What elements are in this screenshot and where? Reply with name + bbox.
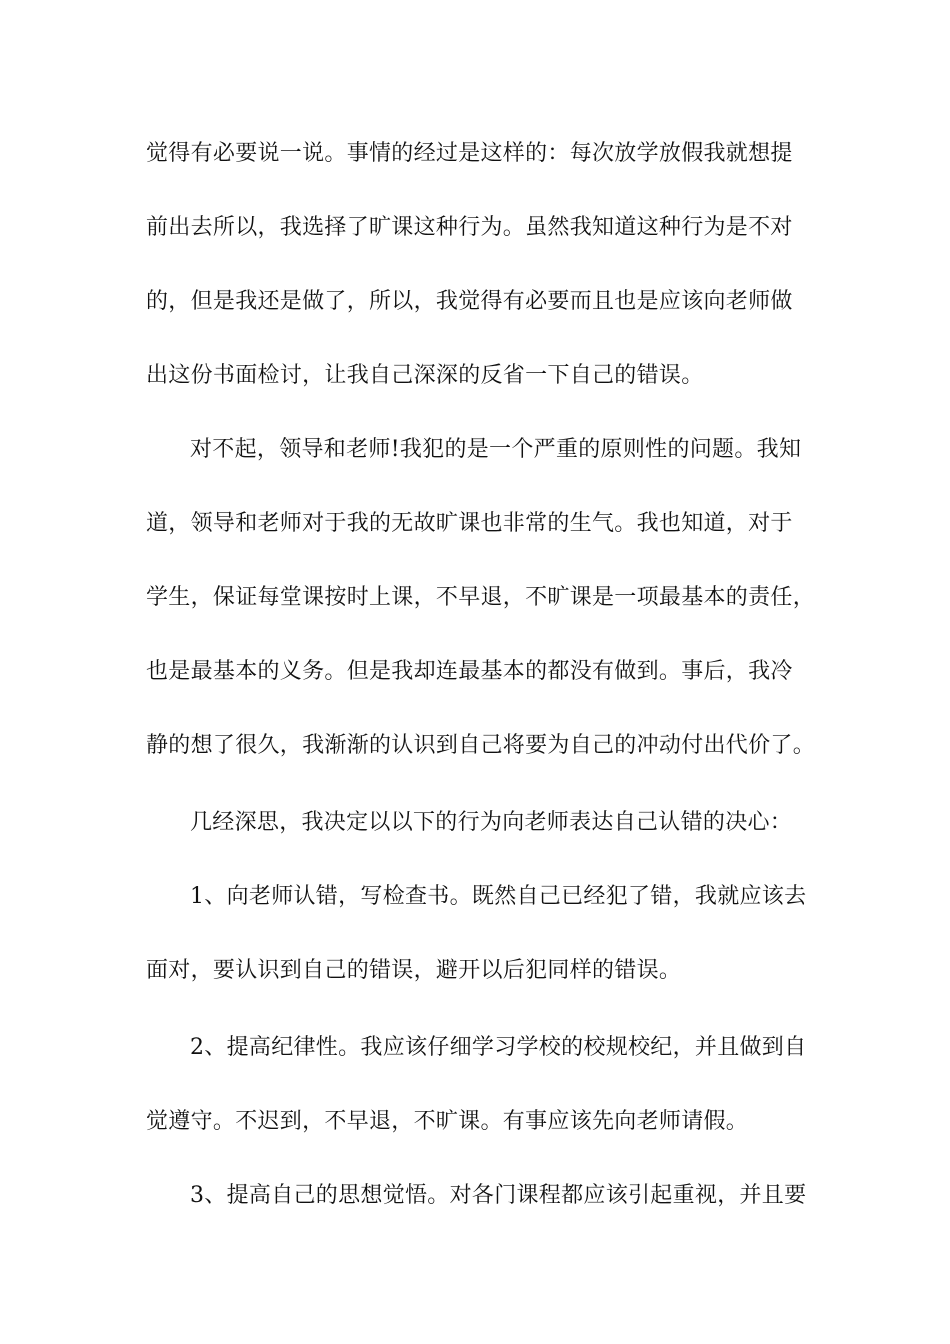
- text-line: 出这份书面检讨，让我自己深深的反省一下自己的错误。: [146, 363, 704, 388]
- list-item-line: 3、提高自己的思想觉悟。对各门课程都应该引起重视，并且要: [190, 1183, 807, 1208]
- text-line: 面对，要认识到自己的错误，避开以后犯同样的错误。: [146, 958, 682, 983]
- text-line: 觉遵守。不迟到，不早退，不旷课。有事应该先向老师请假。: [146, 1109, 749, 1134]
- text-line: 静的想了很久，我渐渐的认识到自己将要为自己的冲动付出代价了。: [146, 733, 816, 758]
- text-line: 的，但是我还是做了，所以，我觉得有必要而且也是应该向老师做: [146, 289, 793, 314]
- paragraph-first-line: 对不起，领导和老师!我犯的是一个严重的原则性的问题。我知: [190, 437, 802, 462]
- list-item-line: 1、向老师认错，写检查书。既然自己已经犯了错，我就应该去: [190, 884, 807, 909]
- paragraph-first-line: 几经深思，我决定以以下的行为向老师表达自己认错的决心：: [190, 810, 793, 835]
- text-line: 觉得有必要说一说。事情的经过是这样的：每次放学放假我就想提: [146, 141, 793, 166]
- text-line: 也是最基本的义务。但是我却连最基本的都没有做到。事后，我冷: [146, 659, 793, 684]
- text-line: 学生，保证每堂课按时上课，不早退，不旷课是一项最基本的责任，: [146, 585, 816, 610]
- list-item-line: 2、提高纪律性。我应该仔细学习学校的校规校纪，并且做到自: [190, 1035, 807, 1060]
- text-line: 前出去所以，我选择了旷课这种行为。虽然我知道这种行为是不对: [146, 215, 793, 240]
- text-line: 道，领导和老师对于我的无故旷课也非常的生气。我也知道，对于: [146, 511, 793, 536]
